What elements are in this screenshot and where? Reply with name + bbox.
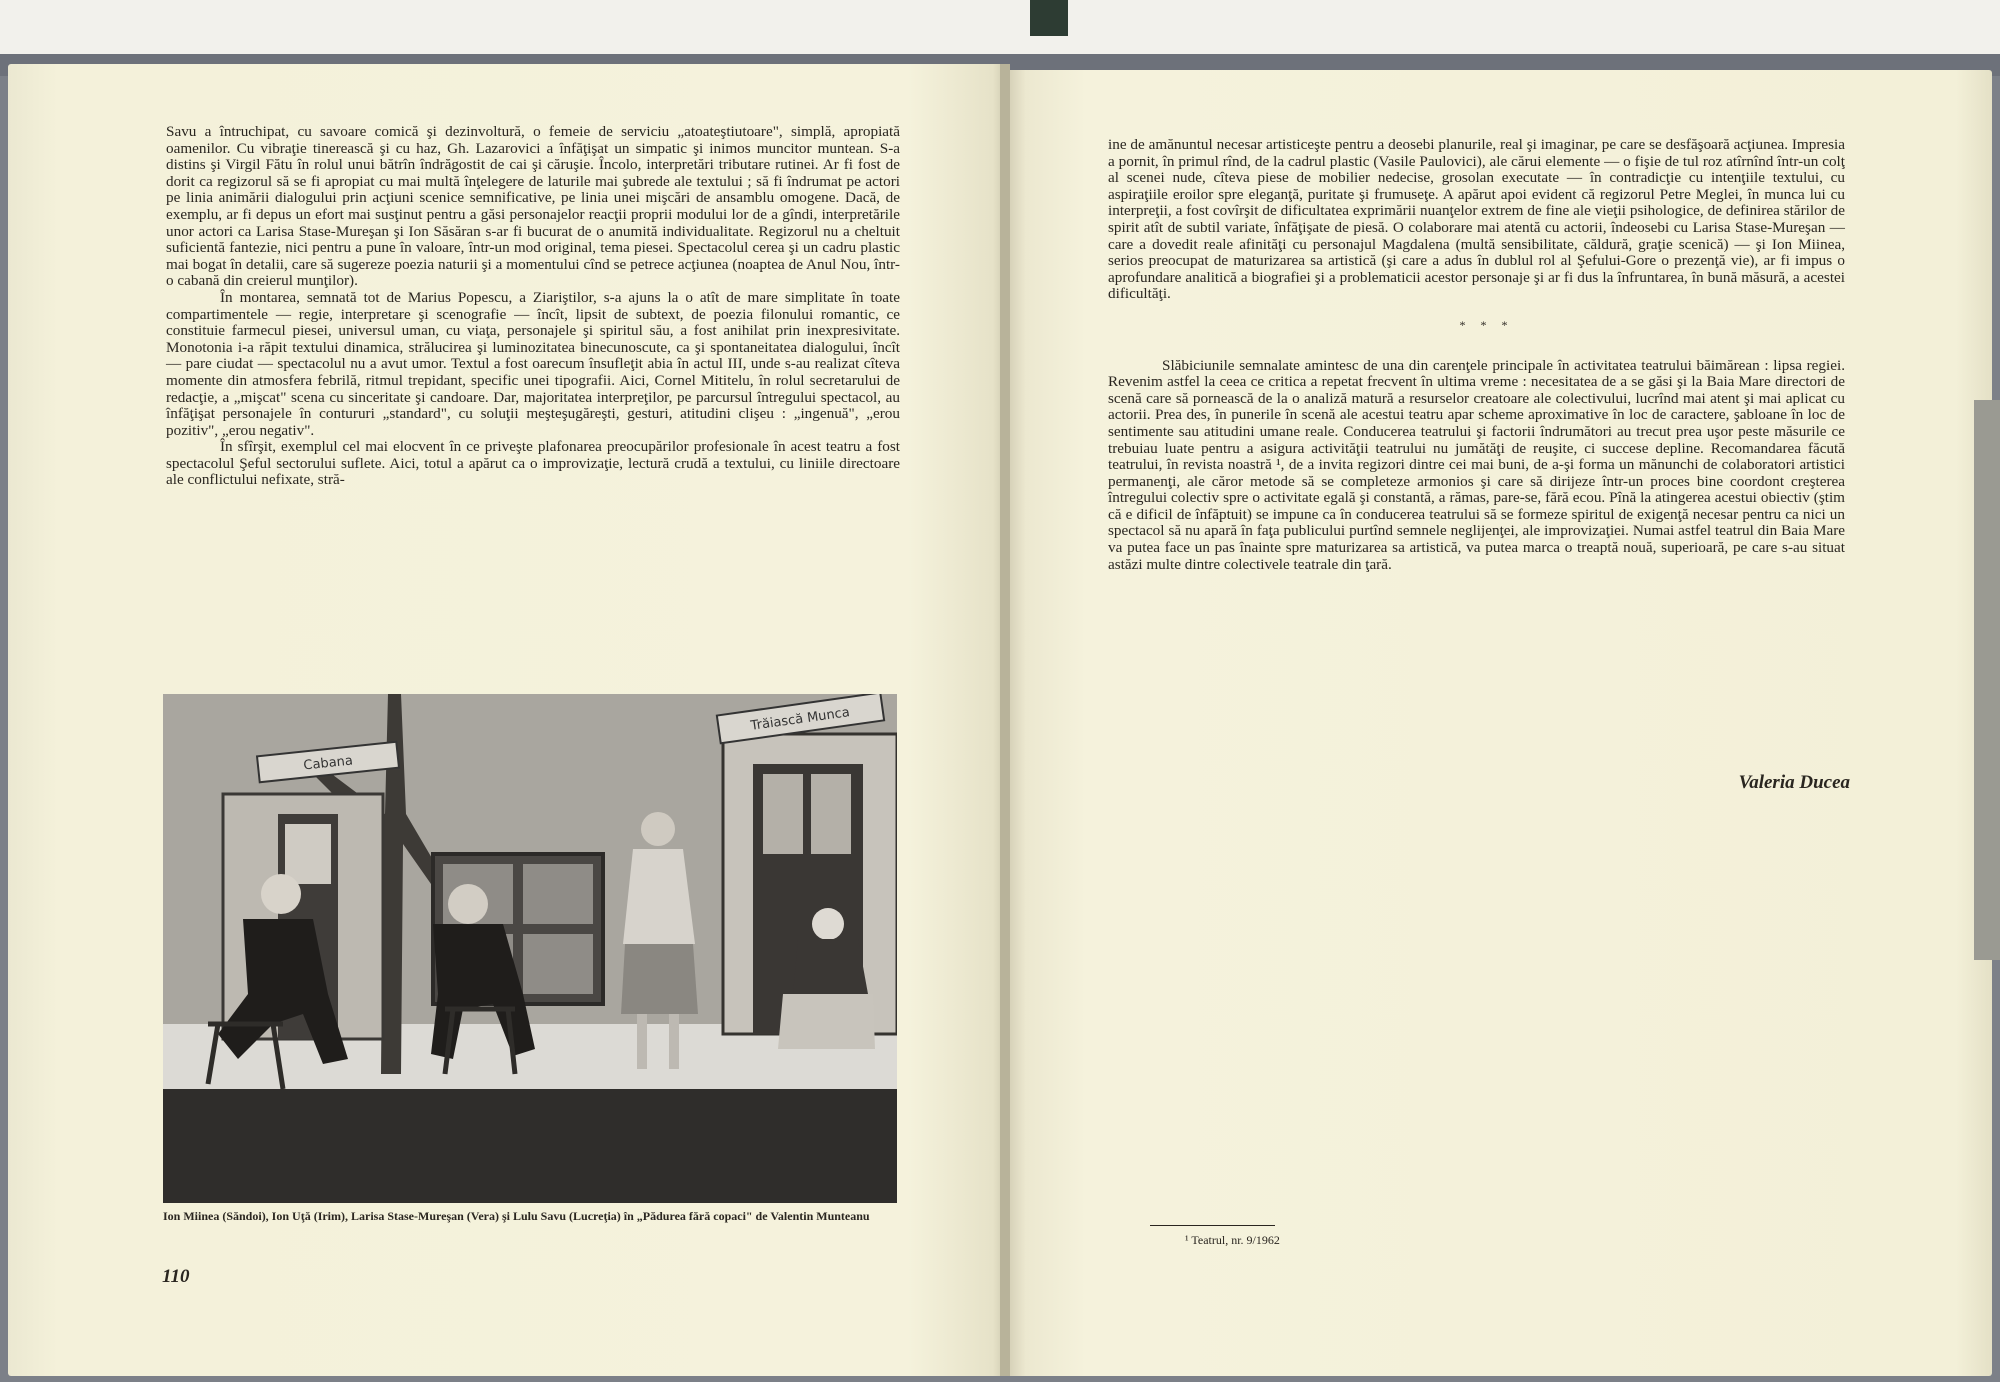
paragraph: În montarea, semnată tot de Marius Popescu, a Ziariştilor, s-a ajuns la o atît de mare simplitate în toate compartimentele — regie, interpretare şi scenografie — încît, lipsit de subtext, de poezia filonului romantic, ce constituie farmecul piesei, universul uman, cu viaţa, personajele şi spiritul său, a fost anihilat prin inexpresivitate. Monotonia i-a răpit textului dinamica, strălucirea şi luminozitatea binecunoscute, ca şi spontaneitatea dialogului, încît — pare ciudat — spectacolul nu a avut umor. Textul a fost oarecum însufleţit abia în actul III, unde s-au realizat cîteva momente din atmosfera febrilă, ritmul trepidant, specific unei tipografii. Aici, Cornel Mititelu, în rolul secretarului de redacţie, a „mişcat" scena cu sinceritate şi candoare. Dar, majoritatea interpreţilor, pe parcursul întregului spectacol, au înfăţişat personajele în contururi „standard", cu soluţii meşteşugăreşti, gesturi, atitudini clişeu : „ingenuă", „erou pozitiv", „erou negativ".	[166, 288, 900, 439]
photo-sign-right: Trăiască Munca	[749, 705, 851, 734]
left-page-text	[166, 124, 900, 489]
book-gutter	[1000, 64, 1010, 1376]
page-fore-edge	[1974, 400, 2000, 960]
book-spine-top	[1030, 0, 1068, 36]
photo-caption: Ion Miinea (Săndoi), Ion Uţă (Irim), Larisa Stase-Mureşan (Vera) şi Lulu Savu (Lucreţia) în „Pădurea fără copaci" de Valentin Munteanu	[163, 1209, 870, 1223]
paragraph: ine de amănuntul necesar artisticeşte pentru a deosebi planurile, real şi imaginar, pe care se desfăşoară acţiunea. Impresia a pornit, în primul rînd, de la cadrul plastic (Vasile Paulovici), ale cărui elemente — o fişie de tul roz atîrnînd într-un colţ al scenei nude, cîteva piese de mobilier nedecise, grosolan executate — în contradicţie cu intenţiile textului, cu aspiraţiile eroilor spre eleganţă, puritate şi frumuseţe. A apărut apoi evident că regizorul Petre Meglei, în munca lui cu interpreţii, a fost covîrşit de dificultatea exprimării nuanţelor extrem de fine ale vieţii psihologice, de definirea stărilor de spirit atît de subtil variate, înfăţişate de piesă. O colaborare mai atentă cu actorii, îndeosebi cu Larisa Stase-Mureşan — care a dovedit reale afinităţi cu personajul Magdalena (multă sensibilitate, căldură, graţie scenică) — şi Ion Miinea, serios preocupat de maturizarea sa artistică (şi care a adus în dublul rol al Şefului-Gore o prezenţă vie), ar fi impus o aprofundare analitică a biografiei şi a problematicii acestor personaje şi ar fi dus la înfruntarea, în bună măsură, a acestei dificultăţi.	[1108, 136, 1845, 303]
paragraph: Slăbiciunile semnalate amintesc de una din carenţele principale în activitatea teatrului băimărean : lipsa regiei. Revenim astfel la ceea ce critica a repetat frecvent în ultima vreme : necesitatea de a se găsi şi la Baia Mare directori de scenă care să pornească de la o analiză matură a resurselor creatoare ale colectivului, lucrînd mai atent şi mai aplicat cu actorii. Prea des, în punerile în scenă ale acestui teatru apar scheme aproximative în loc de caractere, şabloane în loc de sentimente sau atitudini umane reale. Conducerea teatrului şi factorii îndrumători au trecut prea uşor peste măsurile ce trebuiau luate pentru a asigura activităţii teatrului nu jumătăţi de reuşite, ci succese depline. Recomandarea făcută teatrului, în revista noastră ¹, de a invita regizori dintre cei mai buni, de a-şi forma un mănunchi de colaboratori artistici permanenţi, ale căror metode să se completeze armonios şi care să dirijeze într-un proces bine coordont creşterea întregului colectiv spre o activitate egală şi constantă, a rămas, pare-se, fără ecou. Pînă la atingerea acestui obiectiv (ştim că e dificil de înfăptuit) se impune ca în conducerea teatrului să se formeze spiritul de exigenţă necesar pentru ca nici un spectacol să nu apară în faţa publicului purtînd semnele neglijenţei, ale improvizaţiei. Numai astfel teatrul din Baia Mare va putea face un pas înainte spre maturizarea sa artistică, va putea marca o treaptă nouă, superioară, pe care s-au situat astăzi multe dintre colectivele teatrale din ţară.	[1108, 356, 1845, 573]
background-surface	[0, 0, 2000, 58]
paragraph: Savu a întruchipat, cu savoare comică şi dezinvoltură, o femeie de serviciu „atoateştiutoare", simplă, apropiată oamenilor. Cu vibraţie tinerească şi cu haz, Gh. Lazarovici a înfăţişat un simpatic şi inimos muncitor muntean. S-a distins şi Virgil Fătu în rolul unui bătrîn îndrăgostit de cai şi căruşie. Încolo, interpretări tributare rutinei. Ar fi fost de dorit ca regizorul să se fi apropiat cu mai multă înţelegere de laturile mai şubrede ale textului ; să fi îndrumat pe actori pe linia animării dialogului prin acţiuni scenice semnificative, pe linia unei mişcări de ansamblu omogene. Dacă, de exemplu, ar fi depus un efort mai susţinut pentru a găsi personajelor reacţii proprii modului lor de a gîndi, interpretările unor actori ca Larisa Stase-Mureşan şi Ion Săsăran s-ar fi bucurat de o anumită individualitate. Regizorul nu a cheltuit suficientă fantezie, nici pentru a pune în valoare, într-un mod original, tema piesei. Spectacolul cerea şi un cadru plastic mai bogat în detalii, care să sugereze poezia naturii şi a momentului cînd se petrece acţiunea (noaptea de Anul Nou, într-o cabană din creierul munţilor).	[166, 123, 900, 290]
page-number: 110	[162, 1266, 190, 1287]
footnote: ¹ Teatrul, nr. 9/1962	[1185, 1233, 1280, 1247]
photo-sign-left: Cabana	[302, 753, 354, 774]
section-separator: * * *	[1459, 317, 1514, 332]
footnote-rule	[1150, 1225, 1275, 1226]
stage-photo	[163, 694, 897, 1203]
author-signature: Valeria Ducea	[1738, 772, 1850, 793]
paragraph: În sfîrşit, exemplul cel mai elocvent în ce priveşte plafonarea preocupărilor profesionale în acest teatru a fost spectacolul Şeful sectorului suflete. Aici, totul a apărut ca o improvizaţie, lectură crudă a textului, cu liniile directoare ale conflictului nefixate, stră-	[166, 438, 900, 489]
right-page-text	[1108, 137, 1845, 573]
